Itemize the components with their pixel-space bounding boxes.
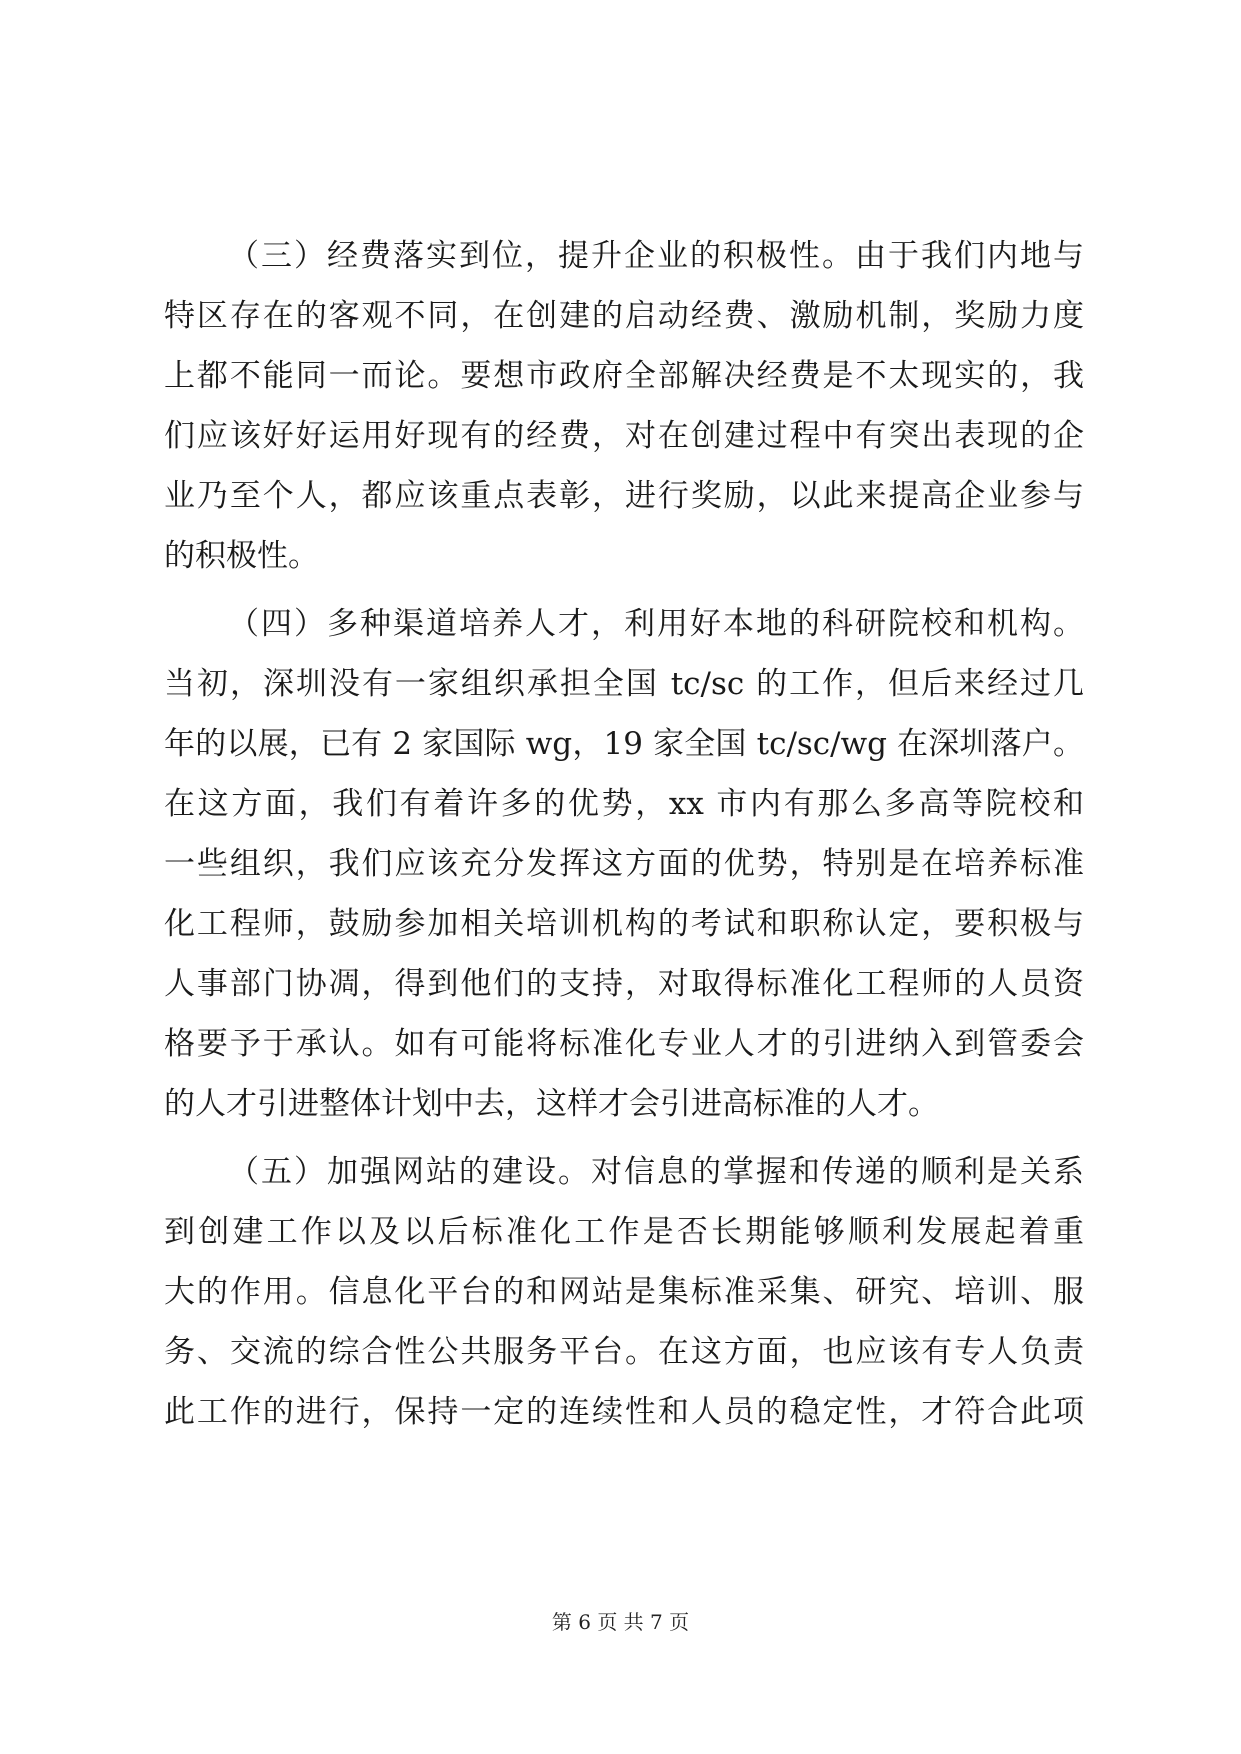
text-line: （三）经费落实到位，提升企业的积极性。由于我们内地与 (228, 238, 1084, 274)
text-line: 的人才引进整体计划中去，这样才会引进高标准的人才。 (164, 1086, 939, 1122)
text-line: 大的作用。信息化平台的和网站是集标准采集、研究、培训、服 (164, 1274, 1084, 1310)
text-line: 务、交流的综合性公共服务平台。在这方面，也应该有专人负责 (164, 1334, 1084, 1370)
text-line: 上都不能同一而论。要想市政府全部解决经费是不太现实的，我 (164, 358, 1084, 394)
text-line: 人事部门协凋，得到他们的支持，对取得标准化工程师的人员资 (164, 966, 1084, 1002)
text-line: 的积极性。 (164, 538, 319, 574)
text-line: 此工作的进行，保持一定的连续性和人员的稳定性，才符合此项 (164, 1394, 1084, 1430)
text-line: 当初，深圳没有一家组织承担全国 tc/sc 的工作，但后来经过几 (164, 666, 1084, 702)
text-line: 格要予于承认。如有可能将标准化专业人才的引进纳入到管委会 (164, 1026, 1084, 1062)
text-line: （四）多种渠道培养人才，利用好本地的科研院校和机构。 (228, 606, 1084, 642)
text-line: 们应该好好运用好现有的经费，对在创建过程中有突出表现的企 (164, 418, 1084, 454)
text-line: 化工程师，鼓励参加相关培训机构的考试和职称认定，要积极与 (164, 906, 1084, 942)
text-line: 业乃至个人，都应该重点表彰，进行奖励，以此来提高企业参与 (164, 478, 1084, 514)
paragraph-funding (164, 226, 1084, 586)
text-line: 年的以展，已有 2 家国际 wg，19 家全国 tc/sc/wg 在深圳落户。 (164, 726, 1084, 762)
text-line: 一些组织，我们应该充分发挥这方面的优势，特别是在培养标准 (164, 846, 1084, 882)
text-line: 特区存在的客观不同，在创建的启动经费、激励机制，奖励力度 (164, 298, 1084, 334)
paragraph-talent (164, 594, 1084, 1134)
text-line: 在这方面，我们有着许多的优势，xx 市内有那么多高等院校和 (164, 786, 1084, 822)
page-number-footer: 第 6 页 共 7 页 (551, 1610, 690, 1634)
text-line: （五）加强网站的建设。对信息的掌握和传递的顺利是关系 (228, 1154, 1084, 1190)
document-body (164, 226, 1084, 1442)
text-line: 到创建工作以及以后标准化工作是否长期能够顺利发展起着重 (164, 1214, 1084, 1250)
paragraph-website (164, 1142, 1084, 1442)
